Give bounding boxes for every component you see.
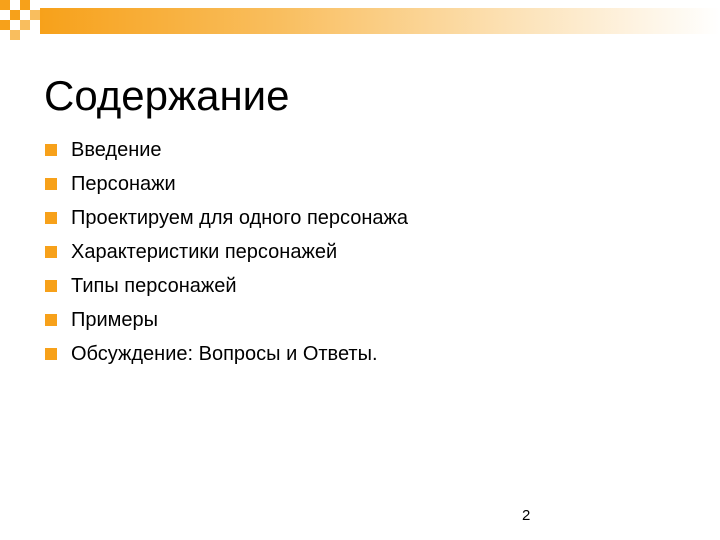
deco-square xyxy=(20,0,30,10)
slide-title: Содержание xyxy=(44,72,290,119)
list-item xyxy=(44,235,408,269)
list-item xyxy=(44,201,408,235)
deco-square xyxy=(10,10,20,20)
list-item-text: Введение xyxy=(71,139,162,161)
list-item xyxy=(44,133,408,167)
deco-square xyxy=(20,20,30,30)
square-bullet-icon xyxy=(45,212,57,224)
page-number: 2 xyxy=(522,507,531,524)
deco-square xyxy=(0,20,10,30)
deco-square xyxy=(10,30,20,40)
square-bullet-icon xyxy=(45,144,57,156)
square-bullet-icon xyxy=(45,314,57,326)
list-item-text: Характеристики персонажей xyxy=(71,241,338,263)
contents-list xyxy=(44,133,408,371)
square-bullet-icon xyxy=(45,246,57,258)
list-item-text: Типы персонажей xyxy=(71,275,237,297)
list-item xyxy=(44,269,408,303)
list-item-text: Примеры xyxy=(71,309,159,331)
list-item xyxy=(44,303,408,337)
square-bullet-icon xyxy=(45,348,57,360)
list-item-text: Персонажи xyxy=(71,173,176,195)
deco-square xyxy=(0,0,10,10)
list-item xyxy=(44,167,408,201)
list-item xyxy=(44,337,408,371)
header-decoration xyxy=(0,0,720,50)
deco-gradient-bar xyxy=(40,8,720,34)
square-bullet-icon xyxy=(45,178,57,190)
deco-square xyxy=(30,10,40,20)
list-item-text: Проектируем для одного персонажа xyxy=(71,207,409,229)
list-item-text: Обсуждение: Вопросы и Ответы. xyxy=(71,343,378,365)
square-bullet-icon xyxy=(45,280,57,292)
